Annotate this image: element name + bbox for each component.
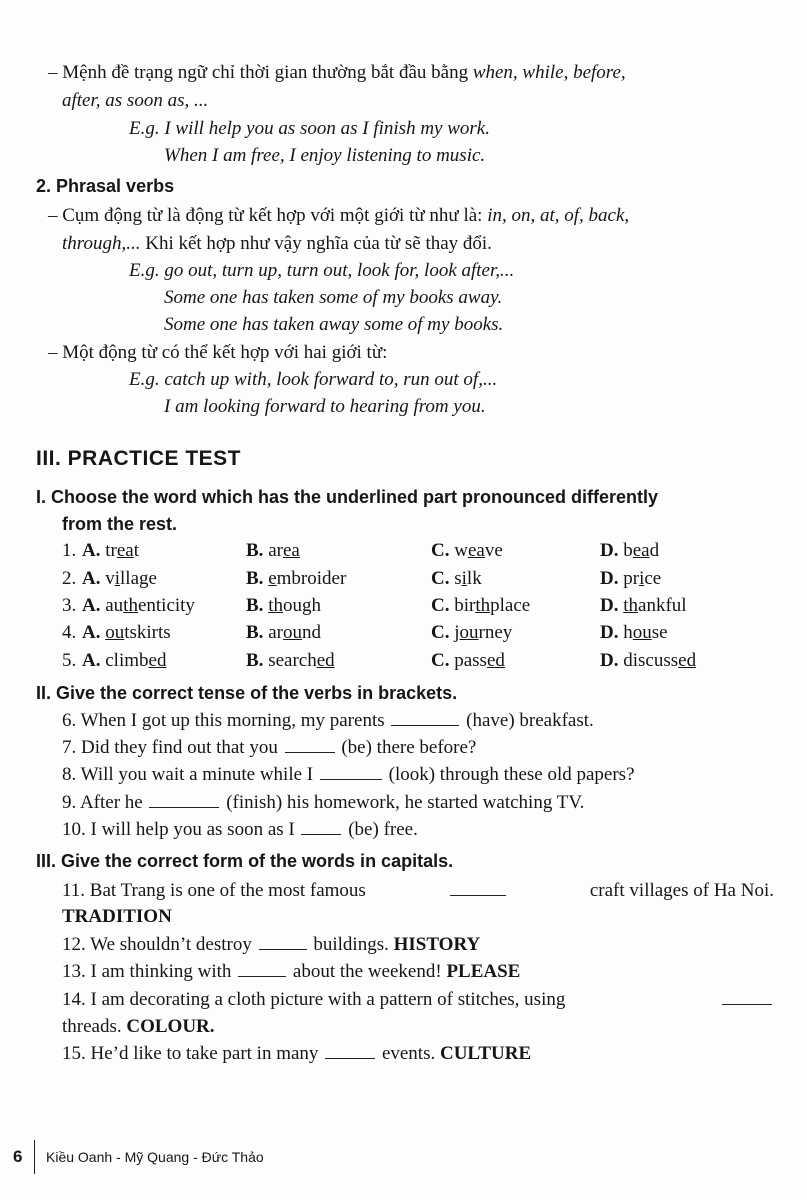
q-text: 14. I am decorating a cloth picture with a pattern of stitches, using bbox=[62, 989, 566, 1010]
phrasal-bullet-line2 bbox=[62, 233, 492, 255]
q-text: 11. Bat Trang is one of the most famous bbox=[62, 880, 366, 901]
underlined-part: i bbox=[114, 568, 121, 589]
q-word: HISTORY bbox=[393, 934, 481, 955]
word-part: lk bbox=[466, 568, 482, 589]
underlined-part: th bbox=[268, 595, 283, 616]
answer-blank[interactable] bbox=[259, 934, 307, 950]
word-part: ar bbox=[268, 622, 283, 643]
question-13 bbox=[62, 961, 520, 983]
q-text: threads. bbox=[62, 1016, 127, 1037]
underlined-part: i bbox=[461, 568, 467, 589]
underlined-part: ed bbox=[486, 650, 505, 671]
word-part: t bbox=[133, 540, 139, 561]
option-a[interactable] bbox=[82, 622, 171, 644]
underlined-part: ou bbox=[459, 622, 479, 643]
question-12 bbox=[62, 934, 480, 956]
bullet-text: – Cụm động từ là động từ kết hợp với một giới từ như là: bbox=[48, 205, 488, 226]
option-c[interactable] bbox=[431, 622, 512, 644]
q-text: 12. We shouldn’t destroy bbox=[62, 934, 257, 955]
word-part: bir bbox=[454, 595, 476, 616]
time-clause-bullet bbox=[48, 62, 626, 84]
word-part: pass bbox=[454, 650, 487, 671]
option-b[interactable] bbox=[246, 622, 321, 644]
phrasal-bullet bbox=[48, 205, 629, 227]
q-word: CULTURE bbox=[439, 1043, 532, 1064]
word-part: discuss bbox=[623, 650, 679, 671]
word-part: search bbox=[268, 650, 317, 671]
underlined-part: ea bbox=[282, 540, 300, 561]
time-clause-bullet-line2: after, as soon as, ... bbox=[62, 90, 209, 111]
word-part: se bbox=[651, 622, 668, 643]
bullet-text: Khi kết hợp như vậy nghĩa của từ sẽ thay đổi. bbox=[140, 233, 492, 254]
option-d[interactable] bbox=[600, 622, 668, 644]
option-a[interactable] bbox=[82, 650, 166, 672]
q-text: (look) through these old papers? bbox=[383, 764, 635, 785]
part-i-heading-line2: from the rest. bbox=[62, 514, 178, 534]
word-part: b bbox=[623, 540, 633, 561]
example-line: Some one has taken some of my books away. bbox=[164, 287, 503, 308]
underlined-part: ea bbox=[467, 540, 485, 561]
word-part: climb bbox=[105, 650, 149, 671]
option-d[interactable] bbox=[600, 568, 661, 590]
underlined-part: ed bbox=[148, 650, 167, 671]
word-part: j bbox=[454, 622, 460, 643]
word-part: v bbox=[105, 568, 115, 589]
option-letter: D. bbox=[600, 595, 619, 616]
example-line: When I am free, I enjoy listening to music. bbox=[164, 145, 486, 166]
answer-blank[interactable] bbox=[391, 710, 459, 726]
option-letter: B. bbox=[246, 568, 264, 589]
example-line: Some one has taken away some of my books. bbox=[164, 314, 504, 335]
word-part: pr bbox=[623, 568, 640, 589]
question-7 bbox=[62, 737, 476, 759]
word-part: s bbox=[454, 568, 462, 589]
bullet-italic: in, on, at, of, back, bbox=[487, 205, 630, 226]
q-text: craft villages of Ha Noi. bbox=[589, 880, 774, 901]
answer-blank[interactable] bbox=[238, 961, 286, 977]
word-part: mbroider bbox=[276, 568, 347, 589]
q-text: buildings. bbox=[308, 934, 394, 955]
word-part: ve bbox=[484, 540, 503, 561]
underlined-part: ea bbox=[116, 540, 134, 561]
answer-blank[interactable] bbox=[450, 880, 506, 896]
word-part: llage bbox=[120, 568, 157, 589]
option-letter: A. bbox=[82, 622, 101, 643]
footer-divider bbox=[34, 1140, 35, 1174]
part-ii-heading: II. Give the correct tense of the verbs in brackets. bbox=[36, 683, 458, 703]
part-i-heading: I. Choose the word which has the underlined part pronounced differently bbox=[36, 487, 659, 507]
underlined-part: th bbox=[123, 595, 138, 616]
option-a[interactable] bbox=[82, 540, 139, 562]
bullet-italic: through,... bbox=[62, 233, 141, 254]
answer-blank[interactable] bbox=[285, 737, 335, 753]
option-letter: B. bbox=[246, 650, 264, 671]
question-number: 5. bbox=[62, 650, 77, 671]
question-number: 4. bbox=[62, 622, 77, 643]
word-part: ce bbox=[644, 568, 662, 589]
q-text: 6. When I got up this morning, my parents bbox=[62, 710, 390, 731]
option-a[interactable] bbox=[82, 595, 195, 617]
example-text: I will help you as soon as I finish my work. bbox=[164, 118, 490, 139]
option-letter: C. bbox=[431, 568, 450, 589]
option-letter: D. bbox=[600, 568, 619, 589]
word-part: tskirts bbox=[124, 622, 171, 643]
word-part: enticity bbox=[137, 595, 195, 616]
part-iii-heading: III. Give the correct form of the words in capitals. bbox=[36, 851, 454, 871]
bullet-text: – Mệnh đề trạng ngữ chỉ thời gian thường bắt đầu bằng bbox=[48, 62, 473, 83]
word-part: d bbox=[649, 540, 660, 561]
underlined-part: ou bbox=[105, 622, 125, 643]
word-part: place bbox=[490, 595, 531, 616]
phrasal-bullet-2: – Một động từ có thể kết hợp với hai giới từ: bbox=[48, 342, 388, 363]
option-d[interactable] bbox=[600, 540, 659, 562]
underlined-part: ed bbox=[678, 650, 697, 671]
word-part: tr bbox=[105, 540, 117, 561]
page-number: 6 bbox=[13, 1147, 23, 1166]
q-text: 7. Did they find out that you bbox=[62, 737, 283, 758]
q-text: (have) breakfast. bbox=[461, 710, 594, 731]
underlined-part: e bbox=[268, 568, 277, 589]
answer-blank[interactable] bbox=[301, 819, 341, 835]
example-line: I am looking forward to hearing from you. bbox=[164, 396, 486, 417]
word-part: h bbox=[623, 622, 633, 643]
q-text: events. bbox=[377, 1043, 440, 1064]
answer-blank[interactable] bbox=[722, 989, 772, 1005]
question-15 bbox=[62, 1043, 531, 1065]
bullet-italic: when, while, before, bbox=[472, 62, 626, 83]
q-text: 13. I am thinking with bbox=[62, 961, 237, 982]
underlined-part: th bbox=[475, 595, 491, 616]
answer-blank[interactable] bbox=[320, 764, 382, 780]
word-part: ar bbox=[268, 540, 283, 561]
word-part: au bbox=[105, 595, 124, 616]
underlined-part: i bbox=[639, 568, 645, 589]
answer-blank[interactable] bbox=[325, 1043, 375, 1059]
question-number: 2. bbox=[62, 568, 77, 589]
option-b[interactable] bbox=[246, 595, 321, 617]
question-8 bbox=[62, 764, 635, 786]
option-c[interactable] bbox=[431, 595, 530, 617]
q-text: (be) there before? bbox=[336, 737, 477, 758]
question-10 bbox=[62, 819, 418, 841]
option-b[interactable] bbox=[246, 650, 335, 672]
question-11 bbox=[62, 880, 774, 902]
option-d[interactable] bbox=[600, 650, 696, 672]
underlined-part: ea bbox=[632, 540, 650, 561]
question-9 bbox=[62, 792, 584, 814]
practice-test-title: III. PRACTICE TEST bbox=[36, 447, 242, 470]
option-letter: A. bbox=[82, 540, 101, 561]
q-text: about the weekend! bbox=[288, 961, 447, 982]
option-b[interactable] bbox=[246, 540, 300, 562]
answer-blank[interactable] bbox=[149, 792, 219, 808]
option-c[interactable] bbox=[431, 540, 503, 562]
option-letter: D. bbox=[600, 650, 619, 671]
q-word: COLOUR. bbox=[126, 1016, 215, 1037]
q-word: PLEASE bbox=[446, 961, 521, 982]
q-text: 10. I will help you as soon as I bbox=[62, 819, 300, 840]
option-a[interactable] bbox=[82, 568, 157, 590]
word-part: nd bbox=[301, 622, 321, 643]
q-text: (be) free. bbox=[343, 819, 418, 840]
q11-word: TRADITION bbox=[62, 906, 172, 927]
option-letter: C. bbox=[431, 650, 450, 671]
underlined-part: ed bbox=[316, 650, 335, 671]
example-line: E.g. catch up with, look forward to, run out of,... bbox=[129, 369, 498, 390]
question-14-line2 bbox=[62, 1016, 215, 1038]
eg-label: E.g. bbox=[129, 118, 165, 139]
option-letter: D. bbox=[600, 540, 619, 561]
question-6 bbox=[62, 710, 594, 732]
q-text: (finish) his homework, he started watching TV. bbox=[221, 792, 585, 813]
underlined-part: th bbox=[623, 595, 639, 616]
example-line: E.g. go out, turn up, turn out, look for, look after,... bbox=[129, 260, 515, 281]
word-part: ough bbox=[282, 595, 321, 616]
q-text: 8. Will you wait a minute while I bbox=[62, 764, 318, 785]
example-line bbox=[129, 118, 490, 140]
question-14 bbox=[62, 989, 774, 1011]
option-letter: A. bbox=[82, 568, 101, 589]
q-text: 15. He’d like to take part in many bbox=[62, 1043, 324, 1064]
option-letter: C. bbox=[431, 540, 450, 561]
option-c[interactable] bbox=[431, 650, 505, 672]
option-letter: B. bbox=[246, 595, 264, 616]
word-part: w bbox=[454, 540, 468, 561]
option-d[interactable] bbox=[600, 595, 687, 617]
option-letter: C. bbox=[431, 595, 450, 616]
option-letter: A. bbox=[82, 595, 101, 616]
option-letter: A. bbox=[82, 650, 101, 671]
option-c[interactable] bbox=[431, 568, 482, 590]
word-part: ankful bbox=[638, 595, 687, 616]
question-number: 3. bbox=[62, 595, 77, 616]
word-part: rney bbox=[478, 622, 513, 643]
question-number: 1. bbox=[62, 540, 77, 561]
option-letter: B. bbox=[246, 540, 264, 561]
underlined-part: ou bbox=[632, 622, 652, 643]
footer-authors: Kiều Oanh - Mỹ Quang - Đức Thảo bbox=[46, 1149, 264, 1165]
underlined-part: ou bbox=[282, 622, 302, 643]
phrasal-verbs-heading: 2. Phrasal verbs bbox=[36, 176, 175, 196]
q-text: 9. After he bbox=[62, 792, 148, 813]
option-b[interactable] bbox=[246, 568, 346, 590]
option-letter: B. bbox=[246, 622, 264, 643]
option-letter: C. bbox=[431, 622, 450, 643]
option-letter: D. bbox=[600, 622, 619, 643]
